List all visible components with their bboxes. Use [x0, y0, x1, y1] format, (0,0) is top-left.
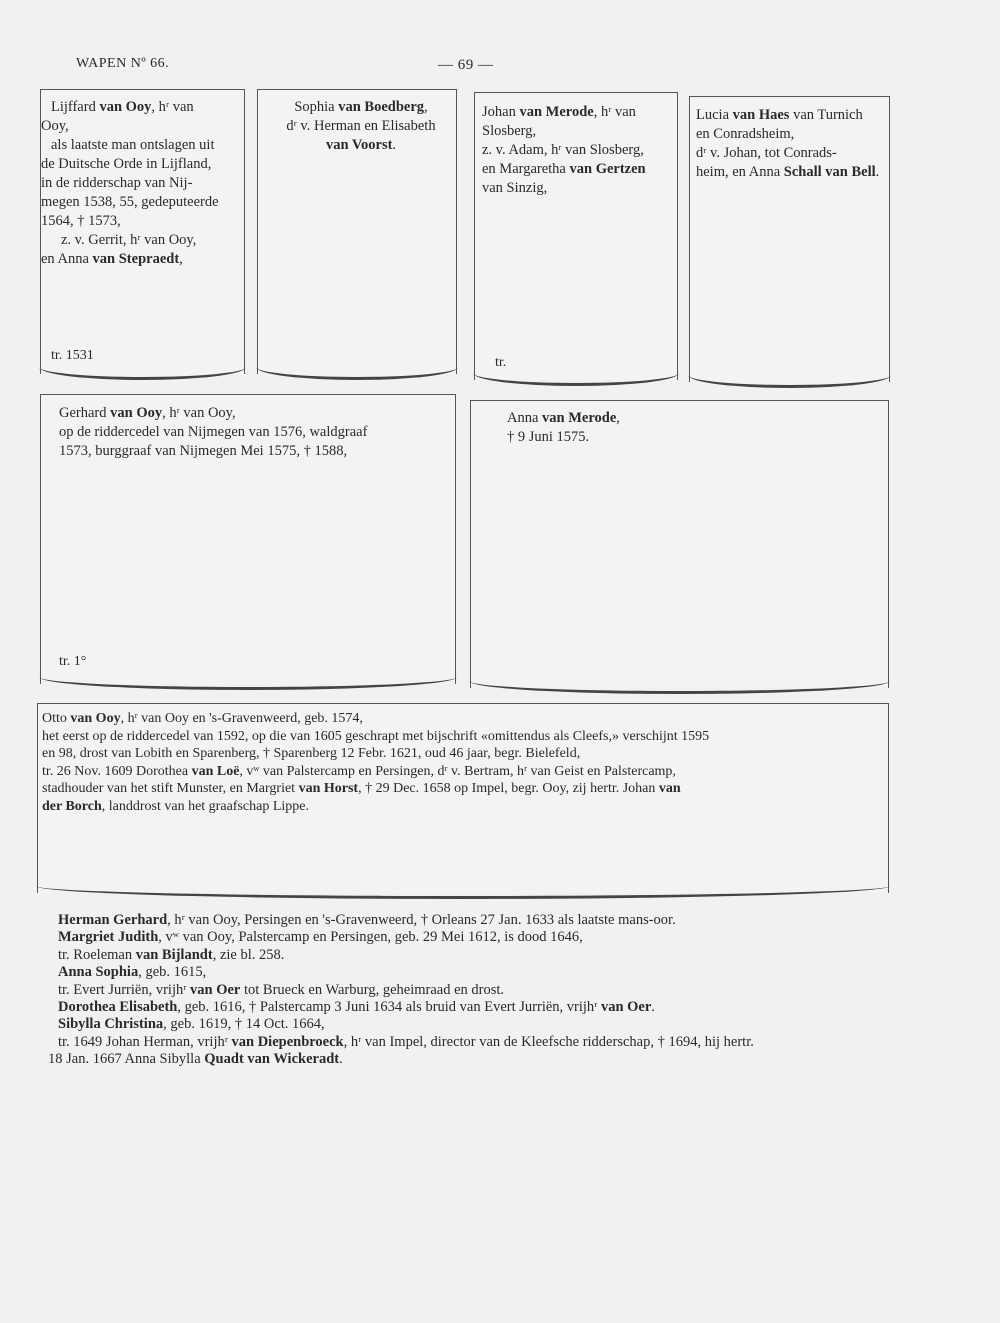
name-bold: van Loë [191, 763, 240, 779]
text-segment: , [179, 251, 183, 267]
name-bold: Anna Sophia [58, 964, 139, 981]
text-segment: dʳ v. Herman en Elisabeth [286, 118, 436, 134]
name-bold: van Boedberg [338, 99, 425, 115]
marriage-label: tr. 1531 [51, 348, 94, 363]
text-segment: z. v. Adam, hʳ van Slosberg, [482, 142, 644, 158]
name-bold: van Ooy [70, 711, 121, 726]
text-segment: . [875, 164, 880, 180]
text-segment: , hʳ van Impel, director van de Kleefsche ridderschap, † 1694, hij hertr. [343, 1033, 754, 1050]
text-segment: en Margaretha [482, 161, 570, 177]
text-segment: . [339, 1051, 343, 1068]
text-segment: , hʳ van Ooy, Persingen en 's-Gravenweerd, † Orleans 27 Jan. 1633 als laatste mans-oor. [167, 912, 676, 928]
name-bold: van Merode [542, 410, 617, 426]
text-line [696, 125, 888, 144]
text-line [42, 728, 888, 746]
text-line [58, 1016, 878, 1033]
text-segment: , hʳ van Ooy, [162, 405, 236, 421]
person-box-johan [474, 92, 678, 380]
text-segment: 1573, burggraaf van Nijmegen Mei 1575, † 1588, [59, 443, 348, 459]
text-segment: Lijffard [51, 99, 100, 115]
text-line [61, 231, 243, 250]
text-line [42, 798, 888, 816]
text-segment: van Turnich [789, 107, 863, 123]
text-line [42, 710, 888, 728]
text-segment: tr. 26 Nov. 1609 Dorothea [42, 763, 192, 779]
person-text [266, 98, 456, 155]
name-bold: van Ooy [110, 405, 163, 421]
text-segment: , hʳ van [593, 104, 636, 120]
text-line [42, 745, 888, 763]
person-box-gerhard [40, 394, 456, 684]
text-segment: . [392, 137, 397, 153]
text-line [266, 117, 456, 136]
marriage-label: tr. 1° [59, 654, 87, 669]
text-line [42, 763, 888, 781]
marriage-label: tr. [495, 355, 507, 370]
text-segment: , [616, 410, 620, 426]
name-bold: van Stepraedt [92, 251, 180, 267]
text-line [58, 929, 878, 946]
text-segment: en Anna [41, 251, 93, 267]
text-segment: † 9 Juni 1575. [507, 429, 590, 445]
person-text [482, 103, 678, 198]
text-segment: , hʳ van Ooy en 's-Gravenweerd, geb. 1574, [120, 711, 363, 726]
name-bold: Schall van Bell [783, 164, 876, 180]
text-segment: , † 29 Dec. 1658 op Impel, begr. Ooy, zij hertr. Johan [358, 781, 659, 797]
text-segment: in de ridderschap van Nij- [41, 175, 193, 191]
person-text [59, 404, 451, 461]
text-segment: tr. 1649 Johan Herman, vrijhʳ [58, 1033, 232, 1050]
text-line [51, 136, 243, 155]
text-segment: van Sinzig, [482, 180, 548, 196]
text-line [482, 179, 678, 198]
text-line [41, 117, 243, 136]
text-line [266, 98, 456, 117]
name-bold: van Oer [600, 999, 652, 1016]
text-segment: , hʳ van [151, 99, 194, 115]
text-segment: . [651, 999, 655, 1016]
person-text [41, 98, 243, 269]
text-segment: stadhouder van het stift Munster, en Margriet [42, 781, 299, 797]
text-line [59, 423, 451, 442]
text-line [696, 163, 888, 182]
text-line [58, 982, 878, 999]
text-line [58, 1034, 878, 1051]
text-segment: , geb. 1615, [138, 964, 207, 981]
text-segment: , geb. 1619, † 14 Oct. 1664, [163, 1016, 325, 1033]
name-bold: van Diepenbroeck [231, 1033, 344, 1050]
name-bold: van Gertzen [569, 161, 646, 177]
text-line [59, 404, 451, 423]
text-segment: Slosberg, [482, 123, 537, 139]
page-number: — 69 — [438, 57, 494, 73]
text-segment: tot Brueck en Warburg, geheimraad en drost. [240, 981, 505, 998]
text-segment: op de riddercedel van Nijmegen van 1576, waldgraaf [59, 424, 368, 440]
text-segment: , vʷ van Palstercamp en Persingen, dʳ v. Bertram, hʳ van Geist en Palstercamp, [239, 763, 676, 779]
name-bold: Quadt van Wickeradt [204, 1051, 340, 1068]
name-bold: Dorothea Elisabeth [58, 999, 178, 1016]
text-line [58, 964, 878, 981]
name-bold: van Voorst [325, 137, 393, 153]
text-line [41, 212, 243, 231]
text-segment: , zie bl. 258. [212, 946, 285, 963]
text-segment: heim, en Anna [696, 164, 784, 180]
person-box-lucia [689, 96, 890, 382]
text-segment: dʳ v. Johan, tot Conrads- [696, 145, 837, 161]
text-line [42, 780, 888, 798]
text-segment: tr. Roeleman [58, 946, 136, 963]
text-line [41, 250, 243, 269]
text-segment: Anna [507, 410, 543, 426]
name-bold: der Borch [42, 798, 102, 814]
person-box-lijffard [40, 89, 245, 374]
text-segment: de Duitsche Orde in Lijfland, [41, 156, 212, 172]
person-text [696, 106, 888, 182]
text-line [482, 160, 678, 179]
text-line [41, 174, 243, 193]
person-box-sophia [257, 89, 457, 374]
text-segment: tr. Evert Jurriën, vrijhʳ [58, 981, 191, 998]
name-bold: van Oer [190, 981, 241, 998]
text-line [51, 98, 243, 117]
text-segment: 1564, † 1573, [41, 213, 121, 229]
text-segment: het eerst op de riddercedel van 1592, op die van 1605 geschrapt met bijschrift «omittendus als Cleefs,» verschijnt 1595 [42, 728, 710, 744]
text-segment: , geb. 1616, † Palstercamp 3 Juni 1634 als bruid van Evert Jurriën, vrijhʳ [177, 999, 601, 1016]
children-list [48, 912, 878, 1069]
text-line [482, 141, 678, 160]
name-bold: van Haes [732, 107, 790, 123]
text-line [696, 106, 888, 125]
text-line [266, 136, 456, 155]
text-line [507, 409, 867, 428]
text-segment: en 98, drost van Lobith en Sparenberg, † Sparenberg 12 Febr. 1621, oud 46 jaar, begr. Bielefeld, [42, 746, 581, 762]
text-line [507, 428, 867, 447]
text-segment: , [424, 99, 428, 115]
name-bold: Sibylla Christina [58, 1016, 164, 1033]
text-line [58, 912, 878, 929]
text-line [48, 1051, 878, 1068]
name-bold: van Ooy [99, 99, 152, 115]
text-segment: megen 1538, 55, gedeputeerde [41, 194, 219, 210]
arms-number: WAPEN Nº 66. [76, 56, 170, 71]
text-segment: als laatste man ontslagen uit [51, 137, 215, 153]
name-bold: van [658, 781, 681, 797]
text-line [482, 103, 678, 122]
text-segment: en Conradsheim, [696, 126, 795, 142]
person-text [507, 409, 867, 447]
text-line [41, 155, 243, 174]
text-segment: Gerhard [59, 405, 111, 421]
text-line [696, 144, 888, 163]
person-text [42, 710, 888, 816]
text-segment: Lucia [696, 107, 733, 123]
person-box-anna [470, 400, 889, 688]
person-box-otto [37, 703, 889, 893]
text-line [58, 999, 878, 1016]
text-segment: 18 Jan. 1667 Anna Sibylla [48, 1051, 205, 1068]
name-bold: Herman Gerhard [58, 912, 168, 928]
text-segment: Otto [42, 711, 71, 726]
text-line [59, 442, 451, 461]
name-bold: van Bijlandt [135, 946, 213, 963]
text-segment: , vʷ van Ooy, Palstercamp en Persingen, geb. 29 Mei 1612, is dood 1646, [158, 929, 583, 946]
name-bold: van Horst [298, 781, 359, 797]
text-segment: Sophia [294, 99, 339, 115]
text-segment: Ooy, [41, 118, 69, 134]
text-segment: Johan [482, 104, 520, 120]
name-bold: van Merode [519, 104, 594, 120]
name-bold: Margriet Judith [58, 929, 159, 946]
text-segment: , landdrost van het graafschap Lippe. [101, 798, 309, 814]
text-line [482, 122, 678, 141]
text-line [58, 947, 878, 964]
text-line [41, 193, 243, 212]
text-segment: z. v. Gerrit, hʳ van Ooy, [61, 232, 197, 248]
